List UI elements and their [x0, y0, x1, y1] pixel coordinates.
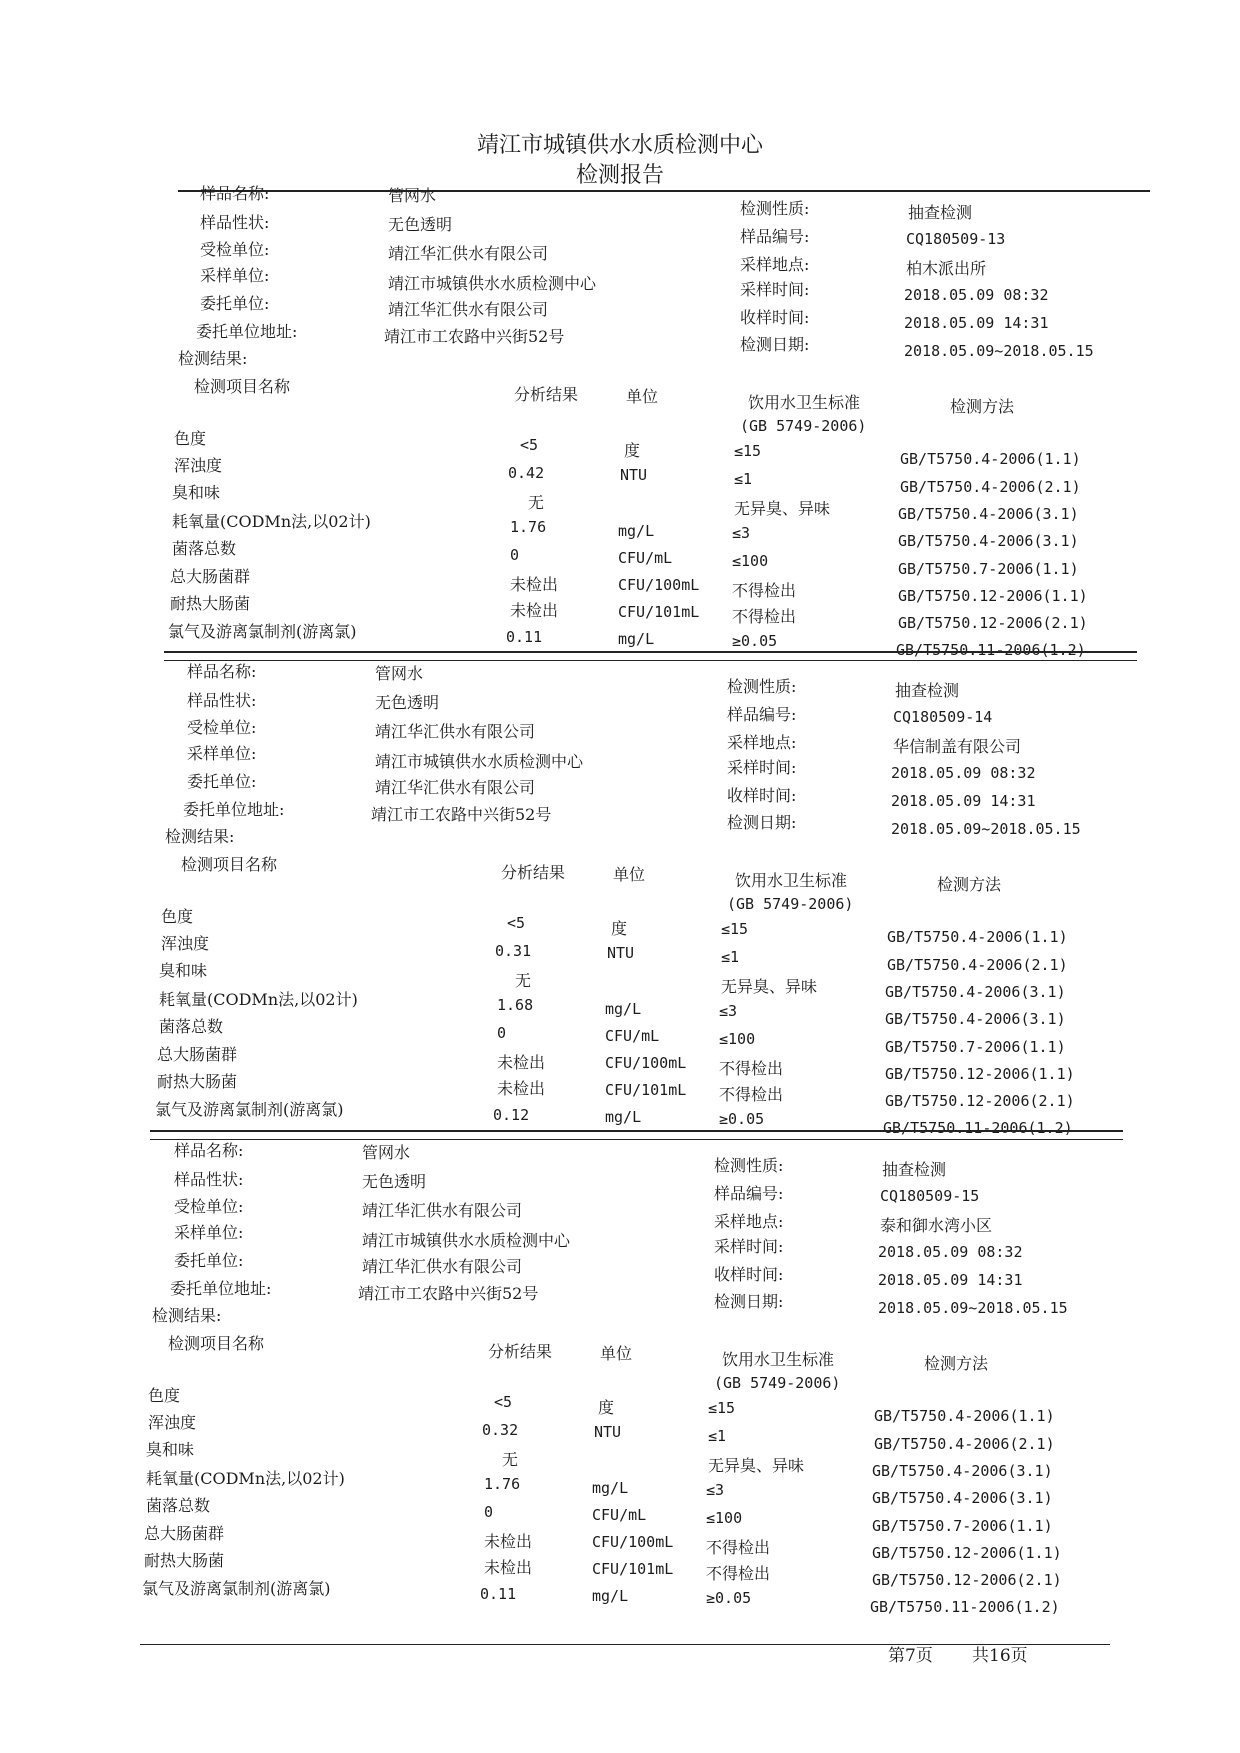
sampling-site-value: 泰和御水湾小区	[880, 1216, 993, 1235]
item-standard-8: ≥0.05	[706, 1589, 752, 1607]
item-result-3: 无	[502, 1450, 519, 1469]
col-standard-header: 饮用水卫生标准	[748, 393, 861, 412]
item-result-3: 无	[515, 971, 532, 990]
test-nature-value: 抽查检测	[882, 1160, 947, 1179]
item-name-6: 总大肠菌群	[170, 567, 251, 586]
item-standard-6: 不得检出	[706, 1538, 771, 1557]
sample-name-value: 管网水	[375, 664, 424, 683]
test-date-value: 2018.05.09~2018.05.15	[904, 342, 1094, 360]
item-result-5: 0	[484, 1503, 494, 1521]
item-unit-5: CFU/mL	[592, 1506, 647, 1524]
item-result-1: <5	[507, 914, 526, 932]
item-result-1: <5	[520, 436, 539, 454]
item-method-1: GB/T5750.4-2006(1.1)	[874, 1407, 1055, 1425]
item-standard-3: 无异臭、异味	[721, 977, 818, 996]
col-unit-header: 单位	[626, 387, 659, 406]
client-address-value: 靖江市工农路中兴街52号	[384, 327, 565, 346]
sampling-time-label: 采样时间:	[714, 1237, 784, 1256]
item-method-1: GB/T5750.4-2006(1.1)	[887, 928, 1068, 946]
sampling-unit-label: 采样单位:	[200, 266, 270, 285]
test-date-value: 2018.05.09~2018.05.15	[891, 820, 1081, 838]
sampling-unit-value: 靖江市城镇供水水质检测中心	[388, 274, 597, 293]
item-result-2: 0.31	[495, 942, 532, 960]
item-name-1: 色度	[174, 429, 207, 448]
item-unit-4: mg/L	[618, 522, 655, 540]
item-unit-2: NTU	[620, 466, 648, 484]
item-method-6: GB/T5750.12-2006(1.1)	[885, 1065, 1075, 1083]
receive-time-label: 收样时间:	[714, 1265, 784, 1284]
item-name-8: 氯气及游离氯制剂(游离氯)	[168, 622, 357, 641]
item-unit-1: 度	[611, 919, 628, 938]
sample-no-value: CQ180509-15	[880, 1187, 980, 1205]
item-standard-3: 无异臭、异味	[734, 499, 831, 518]
col-item-header: 检测项目名称	[181, 855, 278, 874]
item-method-4: GB/T5750.4-2006(3.1)	[872, 1489, 1053, 1507]
col-item-header: 检测项目名称	[168, 1334, 265, 1353]
client-address-label: 委托单位地址:	[183, 800, 285, 819]
item-result-3: 无	[528, 493, 545, 512]
item-result-4: 1.68	[497, 996, 534, 1014]
sample-no-label: 样品编号:	[714, 1184, 784, 1203]
client-unit-value: 靖江华汇供水有限公司	[362, 1257, 523, 1276]
item-method-7: GB/T5750.12-2006(2.1)	[885, 1092, 1075, 1110]
footer-rule	[140, 1644, 1110, 1645]
test-date-label: 检测日期:	[727, 813, 797, 832]
item-name-1: 色度	[148, 1386, 181, 1405]
test-date-label: 检测日期:	[714, 1292, 784, 1311]
col-result-header: 分析结果	[501, 863, 566, 882]
results-label: 检测结果:	[178, 349, 248, 368]
item-unit-8: mg/L	[605, 1108, 642, 1126]
inspected-unit-label: 受检单位:	[174, 1197, 244, 1216]
item-result-6: 未检出	[497, 1053, 546, 1072]
sample-section-2	[0, 478, 1227, 1137]
sampling-site-label: 采样地点:	[714, 1212, 784, 1231]
test-nature-value: 抽查检测	[895, 681, 960, 700]
sample-state-value: 无色透明	[375, 693, 440, 712]
item-name-1: 色度	[161, 907, 194, 926]
item-name-6: 总大肠菌群	[144, 1524, 225, 1543]
item-standard-4: ≤3	[719, 1002, 738, 1020]
col-standard-subheader: (GB 5749-2006)	[740, 417, 867, 435]
item-result-7: 未检出	[497, 1079, 546, 1098]
item-result-7: 未检出	[510, 601, 559, 620]
sampling-unit-label: 采样单位:	[174, 1223, 244, 1242]
item-standard-8: ≥0.05	[732, 632, 778, 650]
sample-name-label: 样品名称:	[200, 184, 270, 203]
item-name-7: 耐热大肠菌	[144, 1551, 225, 1570]
col-method-header: 检测方法	[950, 397, 1015, 416]
item-result-2: 0.32	[482, 1421, 519, 1439]
item-standard-8: ≥0.05	[719, 1110, 765, 1128]
item-unit-7: CFU/101mL	[592, 1560, 674, 1578]
item-method-1: GB/T5750.4-2006(1.1)	[900, 450, 1081, 468]
receive-time-label: 收样时间:	[740, 308, 810, 327]
item-result-6: 未检出	[484, 1532, 533, 1551]
col-standard-header: 饮用水卫生标准	[735, 871, 848, 890]
col-result-header: 分析结果	[488, 1342, 553, 1361]
item-name-3: 臭和味	[159, 961, 208, 980]
item-name-3: 臭和味	[172, 483, 221, 502]
col-method-header: 检测方法	[937, 875, 1002, 894]
sampling-time-label: 采样时间:	[727, 758, 797, 777]
test-nature-label: 检测性质:	[740, 199, 810, 218]
sampling-site-label: 采样地点:	[740, 255, 810, 274]
item-method-6: GB/T5750.12-2006(1.1)	[872, 1544, 1062, 1562]
item-unit-2: NTU	[594, 1423, 622, 1441]
item-unit-8: mg/L	[592, 1587, 629, 1605]
col-method-header: 检测方法	[924, 1354, 989, 1373]
test-nature-value: 抽查检测	[908, 203, 973, 222]
sample-state-label: 样品性状:	[200, 213, 270, 232]
sample-no-label: 样品编号:	[740, 227, 810, 246]
col-standard-header: 饮用水卫生标准	[722, 1350, 835, 1369]
item-name-3: 臭和味	[146, 1440, 195, 1459]
sample-state-label: 样品性状:	[187, 691, 257, 710]
item-method-8: GB/T5750.11-2006(1.2)	[883, 1119, 1073, 1137]
sample-no-value: CQ180509-13	[906, 230, 1006, 248]
item-unit-1: 度	[624, 441, 641, 460]
item-method-5: GB/T5750.7-2006(1.1)	[872, 1517, 1053, 1535]
receive-time-value: 2018.05.09 14:31	[878, 1271, 1023, 1289]
inspected-unit-value: 靖江华汇供水有限公司	[388, 244, 549, 263]
client-unit-label: 委托单位:	[187, 772, 257, 791]
item-result-8: 0.12	[493, 1106, 530, 1124]
results-label: 检测结果:	[165, 827, 235, 846]
item-method-3: GB/T5750.4-2006(3.1)	[885, 983, 1066, 1001]
sample-state-label: 样品性状:	[174, 1170, 244, 1189]
item-standard-7: 不得检出	[719, 1085, 784, 1104]
page-number: 第7页	[888, 1646, 933, 1666]
sampling-time-label: 采样时间:	[740, 280, 810, 299]
item-standard-6: 不得检出	[732, 581, 797, 600]
sample-no-value: CQ180509-14	[893, 708, 993, 726]
test-nature-label: 检测性质:	[714, 1156, 784, 1175]
col-standard-subheader: (GB 5749-2006)	[727, 895, 854, 913]
item-name-7: 耐热大肠菌	[170, 594, 251, 613]
test-date-value: 2018.05.09~2018.05.15	[878, 1299, 1068, 1317]
item-method-3: GB/T5750.4-2006(3.1)	[872, 1462, 1053, 1480]
item-name-5: 菌落总数	[159, 1017, 224, 1036]
client-unit-label: 委托单位:	[200, 294, 270, 313]
item-standard-6: 不得检出	[719, 1059, 784, 1078]
sample-state-value: 无色透明	[388, 215, 453, 234]
sample-name-value: 管网水	[362, 1143, 411, 1162]
item-result-1: <5	[494, 1393, 513, 1411]
item-method-5: GB/T5750.7-2006(1.1)	[898, 560, 1079, 578]
item-standard-5: ≤100	[719, 1030, 756, 1048]
item-result-7: 未检出	[484, 1558, 533, 1577]
sampling-time-value: 2018.05.09 08:32	[904, 286, 1049, 304]
sampling-site-value: 柏木派出所	[906, 259, 987, 278]
page-total: 共16页	[972, 1646, 1028, 1666]
item-method-2: GB/T5750.4-2006(2.1)	[900, 478, 1081, 496]
item-method-4: GB/T5750.4-2006(3.1)	[898, 532, 1079, 550]
item-standard-4: ≤3	[732, 524, 751, 542]
sample-name-label: 样品名称:	[174, 1141, 244, 1160]
item-method-2: GB/T5750.4-2006(2.1)	[887, 956, 1068, 974]
client-unit-value: 靖江华汇供水有限公司	[388, 300, 549, 319]
col-unit-header: 单位	[613, 865, 646, 884]
item-standard-1: ≤15	[708, 1399, 736, 1417]
client-unit-value: 靖江华汇供水有限公司	[375, 778, 536, 797]
item-result-8: 0.11	[506, 628, 543, 646]
sampling-site-value: 华信制盖有限公司	[893, 737, 1022, 756]
item-method-8: GB/T5750.11-2006(1.2)	[896, 641, 1086, 659]
results-label: 检测结果:	[152, 1306, 222, 1325]
item-method-2: GB/T5750.4-2006(2.1)	[874, 1435, 1055, 1453]
sampling-time-value: 2018.05.09 08:32	[878, 1243, 1023, 1261]
item-standard-2: ≤1	[721, 948, 740, 966]
sample-state-value: 无色透明	[362, 1172, 427, 1191]
item-result-4: 1.76	[510, 518, 547, 536]
receive-time-value: 2018.05.09 14:31	[891, 792, 1036, 810]
item-standard-3: 无异臭、异味	[708, 1456, 805, 1475]
report-subtitle: 检测报告	[575, 163, 664, 188]
item-name-2: 浑浊度	[174, 456, 223, 475]
sampling-unit-label: 采样单位:	[187, 744, 257, 763]
item-unit-8: mg/L	[618, 630, 655, 648]
item-method-3: GB/T5750.4-2006(3.1)	[898, 505, 1079, 523]
item-name-8: 氯气及游离氯制剂(游离氯)	[142, 1579, 331, 1598]
item-unit-5: CFU/mL	[618, 549, 673, 567]
sample-section-1	[0, 0, 1240, 659]
client-address-label: 委托单位地址:	[196, 322, 298, 341]
item-name-2: 浑浊度	[148, 1413, 197, 1432]
item-unit-7: CFU/101mL	[618, 603, 700, 621]
sample-no-label: 样品编号:	[727, 705, 797, 724]
inspected-unit-label: 受检单位:	[200, 240, 270, 259]
col-item-header: 检测项目名称	[194, 377, 291, 396]
inspected-unit-label: 受检单位:	[187, 718, 257, 737]
item-unit-5: CFU/mL	[605, 1027, 660, 1045]
item-standard-7: 不得检出	[732, 607, 797, 626]
receive-time-label: 收样时间:	[727, 786, 797, 805]
client-address-value: 靖江市工农路中兴街52号	[358, 1284, 539, 1303]
item-unit-6: CFU/100mL	[592, 1533, 674, 1551]
item-standard-5: ≤100	[706, 1509, 743, 1527]
item-result-4: 1.76	[484, 1475, 521, 1493]
client-address-value: 靖江市工农路中兴街52号	[371, 805, 552, 824]
col-result-header: 分析结果	[514, 385, 579, 404]
item-name-5: 菌落总数	[172, 539, 237, 558]
client-address-label: 委托单位地址:	[170, 1279, 272, 1298]
report-org-title: 靖江市城镇供水水质检测中心	[476, 133, 763, 158]
item-unit-4: mg/L	[605, 1000, 642, 1018]
item-unit-1: 度	[598, 1398, 615, 1417]
item-unit-7: CFU/101mL	[605, 1081, 687, 1099]
item-result-2: 0.42	[508, 464, 545, 482]
item-unit-2: NTU	[607, 944, 635, 962]
item-name-6: 总大肠菌群	[157, 1045, 238, 1064]
item-name-2: 浑浊度	[161, 934, 210, 953]
item-unit-4: mg/L	[592, 1479, 629, 1497]
item-name-8: 氯气及游离氯制剂(游离氯)	[155, 1100, 344, 1119]
item-method-4: GB/T5750.4-2006(3.1)	[885, 1010, 1066, 1028]
item-standard-1: ≤15	[721, 920, 749, 938]
inspected-unit-value: 靖江华汇供水有限公司	[375, 722, 536, 741]
item-standard-7: 不得检出	[706, 1564, 771, 1583]
item-result-5: 0	[510, 546, 520, 564]
item-name-4: 耗氧量(CODMn法,以02计)	[172, 512, 371, 531]
sampling-time-value: 2018.05.09 08:32	[891, 764, 1036, 782]
item-method-6: GB/T5750.12-2006(1.1)	[898, 587, 1088, 605]
item-name-7: 耐热大肠菌	[157, 1072, 238, 1091]
inspected-unit-value: 靖江华汇供水有限公司	[362, 1201, 523, 1220]
item-unit-6: CFU/100mL	[605, 1054, 687, 1072]
item-name-4: 耗氧量(CODMn法,以02计)	[159, 990, 358, 1009]
item-result-5: 0	[497, 1024, 507, 1042]
sampling-site-label: 采样地点:	[727, 733, 797, 752]
sample-section-3	[0, 957, 1214, 1616]
sample-name-value: 管网水	[388, 186, 437, 205]
item-standard-4: ≤3	[706, 1481, 725, 1499]
col-standard-subheader: (GB 5749-2006)	[714, 1374, 841, 1392]
item-method-7: GB/T5750.12-2006(2.1)	[898, 614, 1088, 632]
item-method-8: GB/T5750.11-2006(1.2)	[870, 1598, 1060, 1616]
item-name-5: 菌落总数	[146, 1496, 211, 1515]
test-nature-label: 检测性质:	[727, 677, 797, 696]
sampling-unit-value: 靖江市城镇供水水质检测中心	[375, 752, 584, 771]
receive-time-value: 2018.05.09 14:31	[904, 314, 1049, 332]
test-date-label: 检测日期:	[740, 335, 810, 354]
item-standard-5: ≤100	[732, 552, 769, 570]
item-result-8: 0.11	[480, 1585, 517, 1603]
item-standard-2: ≤1	[708, 1427, 727, 1445]
item-result-6: 未检出	[510, 575, 559, 594]
col-unit-header: 单位	[600, 1344, 633, 1363]
item-method-5: GB/T5750.7-2006(1.1)	[885, 1038, 1066, 1056]
item-method-7: GB/T5750.12-2006(2.1)	[872, 1571, 1062, 1589]
client-unit-label: 委托单位:	[174, 1251, 244, 1270]
item-standard-2: ≤1	[734, 470, 753, 488]
sampling-unit-value: 靖江市城镇供水水质检测中心	[362, 1231, 571, 1250]
item-unit-6: CFU/100mL	[618, 576, 700, 594]
item-name-4: 耗氧量(CODMn法,以02计)	[146, 1469, 345, 1488]
sample-name-label: 样品名称:	[187, 662, 257, 681]
item-standard-1: ≤15	[734, 442, 762, 460]
